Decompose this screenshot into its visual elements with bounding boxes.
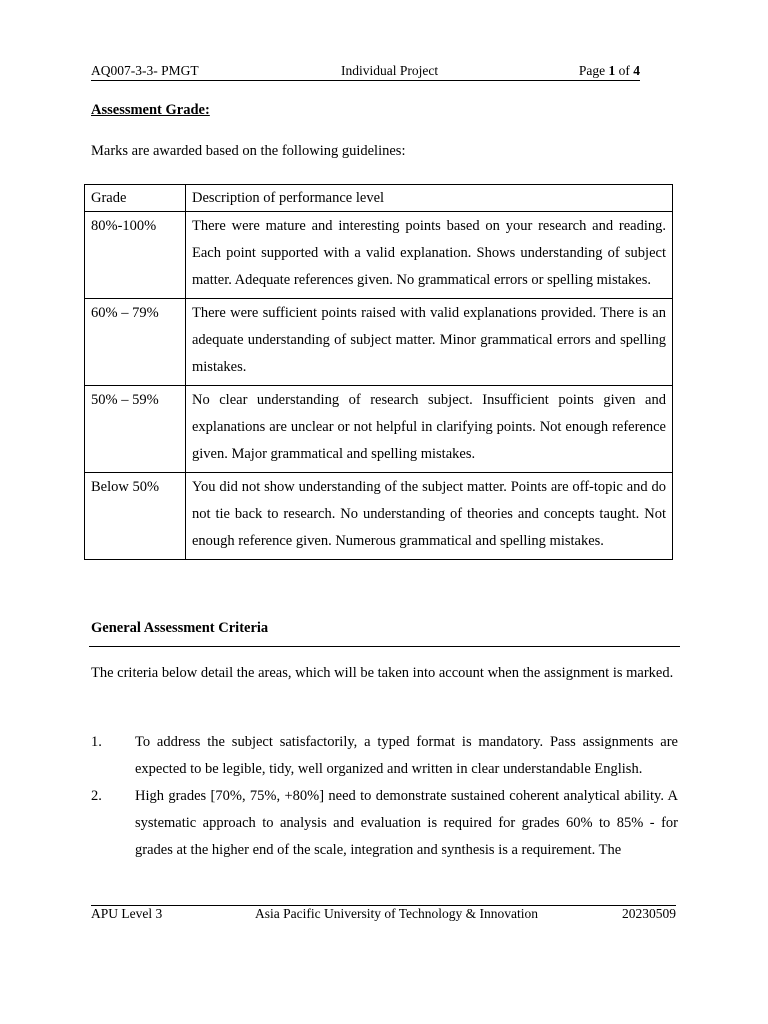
grade-cell: Below 50% [85, 473, 186, 560]
section-divider [89, 646, 680, 647]
page-footer [91, 905, 676, 922]
header-page-number [579, 63, 640, 79]
list-item-number: 1. [91, 734, 102, 750]
footer-university: Asia Pacific University of Technology & Innovation [255, 906, 538, 921]
table-row [85, 473, 673, 560]
footer-date-code: 20230509 [622, 906, 676, 921]
grade-cell: 50% – 59% [85, 386, 186, 473]
page-header [91, 62, 640, 81]
general-criteria-title: General Assessment Criteria [91, 620, 269, 636]
page-total: 4 [633, 63, 640, 78]
header-course-code: AQ007-3-3- PMGT [91, 63, 199, 78]
list-item-text: To address the subject satisfactorily, a typed format is mandatory. Pass assignments are expected to be legible, tidy, well organized and written in clear understandable English. [135, 734, 678, 777]
list-item-text: High grades [70%, 75%, +80%] need to demonstrate sustained coherent analytical ability. A systematic approach to analysis and evaluation is required for grades 60% to 85% - for grades at the higher end of the scale, integration and synthesis is a requirement. The [135, 788, 678, 858]
criteria-paragraph: The criteria below detail the areas, which will be taken into account when the assignment is marked. [91, 665, 674, 681]
table-row [85, 299, 673, 386]
list-item-number: 2. [91, 788, 102, 804]
page-of: of [615, 63, 634, 78]
table-header-row [85, 185, 673, 212]
table-row [85, 386, 673, 473]
footer-level: APU Level 3 [91, 906, 163, 921]
assessment-grade-title: Assessment Grade: [91, 102, 210, 118]
page-current: 1 [608, 63, 616, 78]
list-item [91, 783, 678, 864]
criteria-list [91, 729, 678, 864]
header-doc-type: Individual Project [341, 63, 439, 78]
grade-cell: 80%-100% [85, 212, 186, 299]
page-prefix: Page [578, 63, 609, 78]
grade-table [84, 184, 673, 560]
description-cell: No clear understanding of research subject. Insufficient points given and explanations are unclear or not helpful in clarifying points. Not enough reference given. Major grammatical and spelling mistakes. [186, 386, 673, 473]
description-cell: You did not show understanding of the subject matter. Points are off-topic and do not tie back to research. No understanding of theories and concepts taught. Not enough reference given. Numerous grammatical and spelling mistakes. [186, 473, 673, 560]
column-header-description: Description of performance level [186, 185, 673, 212]
list-item [91, 729, 678, 783]
table-row [85, 212, 673, 299]
column-header-grade: Grade [85, 185, 186, 212]
grade-cell: 60% – 79% [85, 299, 186, 386]
description-cell: There were mature and interesting points based on your research and reading. Each point supported with a valid explanation. Shows understanding of subject matter. Adequate references given. No grammatical errors or spelling mistakes. [186, 212, 673, 299]
assessment-intro: Marks are awarded based on the following guidelines: [91, 143, 406, 159]
description-cell: There were sufficient points raised with valid explanations provided. There is an adequate understanding of subject matter. Minor grammatical errors and spelling mistakes. [186, 299, 673, 386]
